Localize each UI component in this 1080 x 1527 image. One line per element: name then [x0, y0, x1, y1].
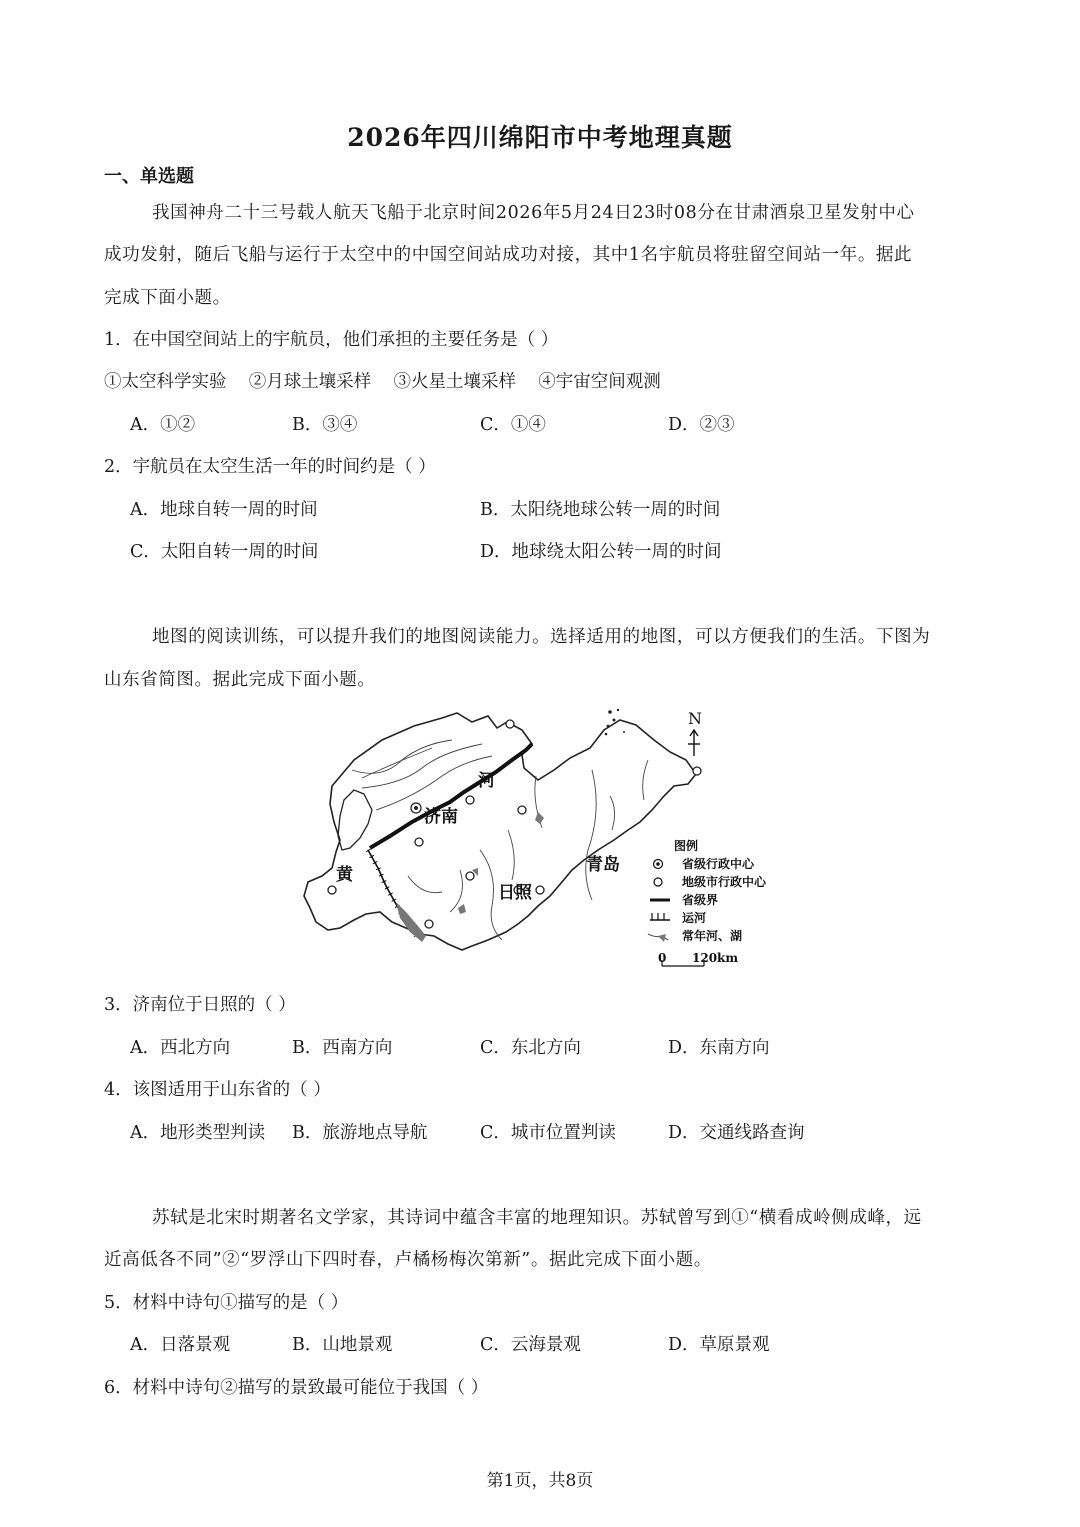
legend-provincial-boundary: 省级界	[682, 893, 719, 907]
question-2-option-b[interactable]: B．太阳绕地球公转一周的时间	[480, 500, 721, 520]
question-1-option-c[interactable]: C．①④	[480, 415, 546, 435]
question-4-option-b[interactable]: B．旅游地点导航	[292, 1123, 428, 1143]
province-outline	[304, 713, 699, 950]
legend-title: 图例	[674, 839, 699, 853]
question-4-option-d[interactable]: D．交通线路查询	[668, 1123, 805, 1143]
map-label-rizhao: 日照	[498, 883, 532, 903]
question-6-stem: 6．材料中诗句②描写的景致最可能位于我国（ ）	[104, 1378, 489, 1398]
question-4-stem: 4．该图适用于山东省的（ ）	[104, 1080, 331, 1100]
legend-river-lake: 常年河、湖	[682, 929, 743, 943]
page-footer: 第1页，共8页	[486, 1471, 594, 1491]
map-legend	[648, 838, 767, 966]
legend-canal: 运河	[682, 911, 707, 925]
material3-line2: 近高低各不同”②“罗浮山下四时春，卢橘杨梅次第新”。据此完成下面小题。	[104, 1250, 712, 1270]
question-5-option-d[interactable]: D．草原景观	[668, 1335, 770, 1355]
question-5-option-c[interactable]: C．云海景观	[480, 1335, 581, 1355]
question-3-option-d[interactable]: D．东南方向	[668, 1038, 770, 1058]
question-2-option-c[interactable]: C．太阳自转一周的时间	[130, 542, 319, 562]
material2-line1: 地图的阅读训练，可以提升我们的地图阅读能力。选择适用的地图，可以方便我们的生活。下图为	[152, 627, 931, 647]
question-2-option-d[interactable]: D．地球绕太阳公转一周的时间	[480, 542, 722, 562]
question-3-stem: 3．济南位于日照的（ ）	[104, 995, 296, 1015]
question-2-option-a[interactable]: A．地球自转一周的时间	[130, 500, 318, 520]
section-heading: 一、单选题	[104, 166, 194, 187]
material1-line3: 完成下面小题。	[104, 288, 231, 308]
map-label-qingdao: 青岛	[586, 855, 620, 875]
question-1-items: ①太空科学实验 ②月球土壤采样 ③火星土壤采样 ④宇宙空间观测	[104, 372, 661, 392]
north-label: N	[688, 709, 702, 728]
north-arrow	[688, 709, 702, 756]
question-1-option-d[interactable]: D．②③	[668, 415, 735, 435]
map-label-jinan: 济南	[424, 807, 458, 827]
question-5-option-a[interactable]: A．日落景观	[130, 1335, 231, 1355]
question-1-option-a[interactable]: A．①②	[130, 415, 196, 435]
shandong-map	[292, 700, 792, 975]
question-3-option-b[interactable]: B．西南方向	[292, 1038, 393, 1058]
question-3-option-c[interactable]: C．东北方向	[480, 1038, 581, 1058]
page-title: 2026年四川绵阳市中考地理真题	[347, 123, 733, 152]
question-1-option-b[interactable]: B．③④	[292, 415, 358, 435]
question-2-stem: 2．宇航员在太空生活一年的时间约是（ ）	[104, 457, 436, 477]
question-5-option-b[interactable]: B．山地景观	[292, 1335, 393, 1355]
legend-provincial-center: 省级行政中心	[682, 857, 755, 871]
map-label-huang: 黄	[336, 865, 353, 885]
map-label-he: 河	[478, 771, 495, 791]
material1-line2: 成功发射，随后飞船与运行于太空中的中国空间站成功对接，其中1名宇航员将驻留空间站一年。据此	[104, 245, 913, 265]
question-1-stem: 1．在中国空间站上的宇航员，他们承担的主要任务是（ ）	[104, 330, 559, 350]
question-4-option-c[interactable]: C．城市位置判读	[480, 1123, 616, 1143]
scale-zero: 0	[658, 951, 667, 965]
material1-line1: 我国神舟二十三号载人航天飞船于北京时间2026年5月24日23时08分在甘肃酒泉卫星发射中心	[152, 203, 915, 223]
question-5-stem: 5．材料中诗句①描写的是（ ）	[104, 1293, 349, 1313]
material2-line2: 山东省简图。据此完成下面小题。	[104, 670, 376, 690]
scale-distance: 120km	[692, 951, 739, 965]
yellow-river	[370, 744, 532, 848]
material3-line1: 苏轼是北宋时期著名文学家，其诗词中蕴含丰富的地理知识。苏轼曾写到①“横看成岭侧成峰，远	[152, 1208, 922, 1228]
question-4-option-a[interactable]: A．地形类型判读	[130, 1123, 266, 1143]
coast-islands	[605, 709, 625, 736]
question-3-option-a[interactable]: A．西北方向	[130, 1038, 231, 1058]
legend-prefecture-center: 地级市行政中心	[682, 875, 767, 889]
